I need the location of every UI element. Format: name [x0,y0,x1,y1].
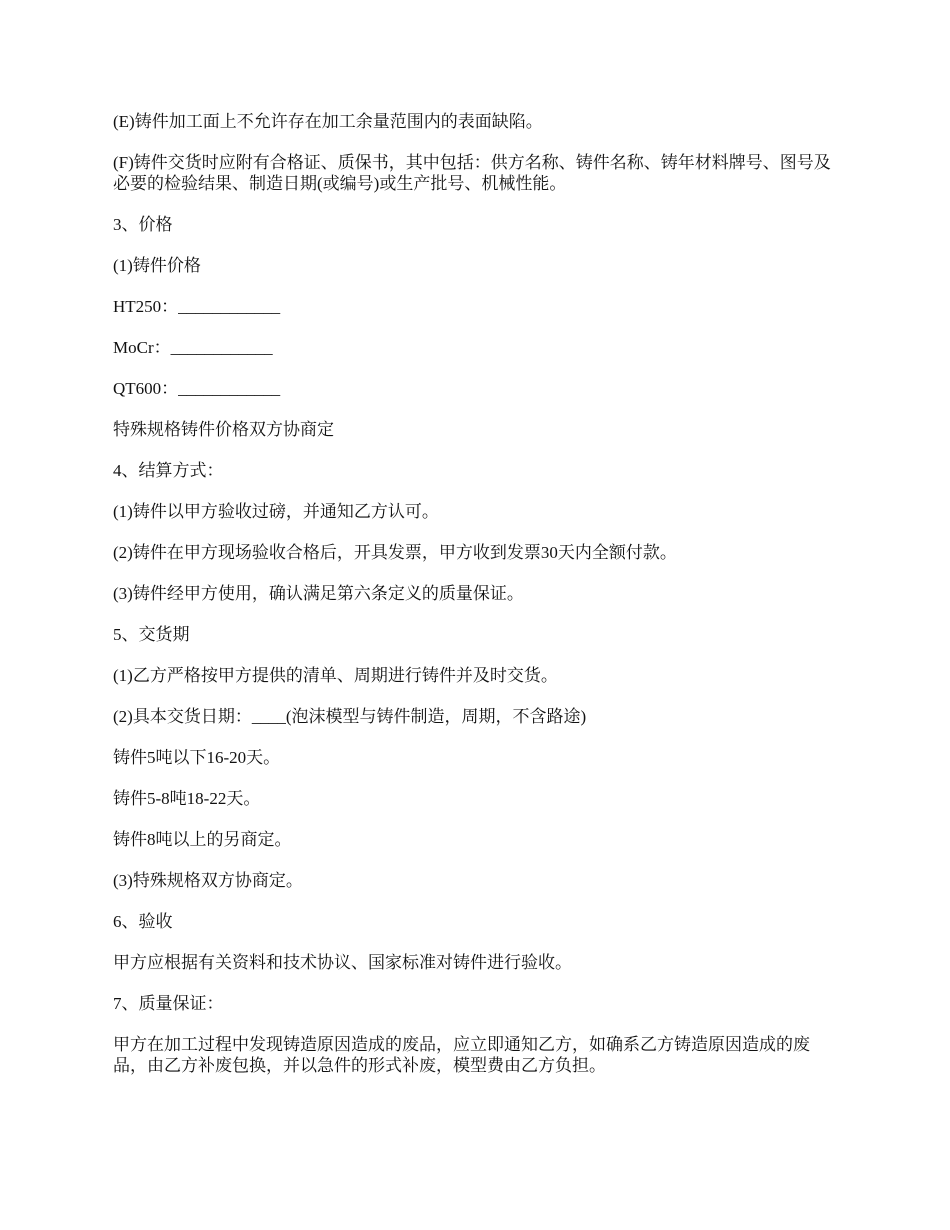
paragraph-casting-price: (1)铸件价格 [113,256,201,275]
paragraph-f-delivery-documents: (F)铸件交货时应附有合格证、质保书，其中包括：供方名称、铸件名称、铸年材料牌号、图号及必要的检验结果、制造日期(或编号)或生产批号、机械性能。 [113,153,831,193]
document-body [113,111,843,1096]
paragraph-e-surface-defects: (E)铸件加工面上不允许存在加工余量范围内的表面缺陷。 [113,112,543,131]
price-ht250: HT250：____________ [113,297,281,316]
delivery-under-5-tons: 铸件5吨以下16-20天。 [113,748,281,767]
paragraph-special-price: 特殊规格铸件价格双方协商定 [113,420,334,439]
settlement-item-3: (3)铸件经甲方使用，确认满足第六条定义的质量保证。 [113,584,524,603]
delivery-over-8-tons: 铸件8吨以上的另商定。 [113,830,292,849]
settlement-item-2: (2)铸件在甲方现场验收合格后，开具发票，甲方收到发票30天内全额付款。 [113,543,677,562]
settlement-item-1: (1)铸件以甲方验收过磅，并通知乙方认可。 [113,502,439,521]
delivery-item-1: (1)乙方严格按甲方提供的清单、周期进行铸件并及时交货。 [113,666,558,685]
heading-delivery-period: 5、交货期 [113,625,190,644]
price-mocr: MoCr：____________ [113,338,273,357]
price-qt600: QT600：____________ [113,379,281,398]
delivery-5-to-8-tons: 铸件5-8吨18-22天。 [113,789,261,808]
heading-price: 3、价格 [113,215,173,234]
delivery-item-3: (3)特殊规格双方协商定。 [113,871,303,890]
paragraph-acceptance: 甲方应根据有关资料和技术协议、国家标准对铸件进行验收。 [113,953,572,972]
heading-settlement: 4、结算方式： [113,461,224,480]
delivery-item-2: (2)具本交货日期：____(泡沫模型与铸件制造，周期，不含路途) [113,707,587,726]
paragraph-quality-guarantee: 甲方在加工过程中发现铸造原因造成的废品，应立即通知乙方，如确系乙方铸造原因造成的废品，由乙方补废包换，并以急件的形式补废，模型费由乙方负担。 [113,1035,810,1075]
heading-quality-guarantee: 7、质量保证： [113,994,224,1013]
heading-acceptance: 6、验收 [113,912,173,931]
